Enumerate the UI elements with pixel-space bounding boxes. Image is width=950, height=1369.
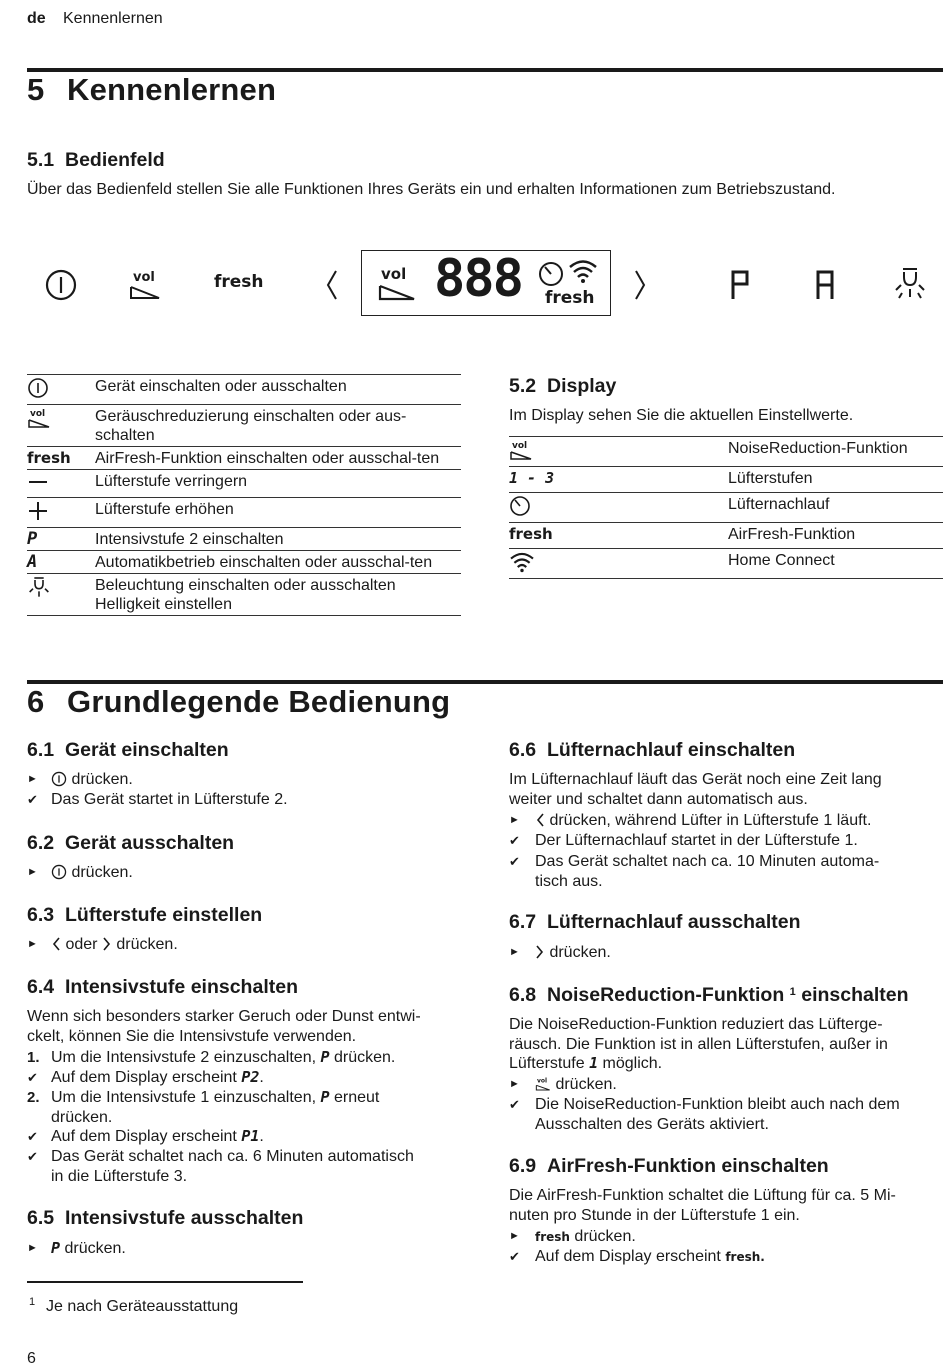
footnote-number: 1	[29, 1296, 36, 1308]
list-item: ► drücken, während Lüfter in Lüfterstufe 1 läuft.	[509, 812, 872, 829]
fresh-icon: fresh	[509, 525, 553, 543]
table-row	[27, 375, 461, 405]
footnote-rule	[27, 1281, 303, 1283]
chevron-right-icon	[102, 936, 112, 952]
section-6-5-heading: 6.5 Intensivstufe ausschalten	[27, 1207, 304, 1229]
light-icon	[27, 576, 51, 600]
vol-icon	[509, 439, 533, 461]
footnote-text: Je nach Geräteausstattung	[46, 1298, 239, 1315]
chevron-left-icon	[324, 268, 340, 302]
table-row	[509, 437, 943, 467]
section-5-2-text: Im Display sehen Sie die aktuellen Einstellwerte.	[509, 407, 854, 424]
chevron-left-icon	[535, 812, 545, 828]
list-item: ✔ Auf dem Display erscheint P2.	[27, 1068, 264, 1086]
table-cell: Intensivstufe 2 einschalten	[95, 528, 461, 551]
power-icon	[51, 864, 67, 880]
list-item: ► oder drücken.	[27, 936, 178, 953]
table-row	[509, 467, 943, 493]
table-row	[27, 498, 461, 528]
vol-icon	[27, 407, 51, 429]
svg-text:vol: vol	[381, 265, 407, 283]
table-cell: Gerät einschalten oder ausschalten	[95, 375, 461, 405]
table-cell: Lüfternachlauf	[728, 493, 943, 523]
table-row	[509, 493, 943, 523]
table-row	[509, 549, 943, 579]
display-digits: 888	[434, 249, 522, 309]
table-cell: Geräuschreduzierung einschalten oder aus-schalten	[95, 405, 461, 447]
p-icon: P	[27, 529, 38, 549]
section-6-4-heading: 6.4 Intensivstufe einschalten	[27, 976, 298, 998]
list-item: ► P drücken.	[27, 1239, 126, 1257]
section-6-6-heading: 6.6 Lüfternachlauf einschalten	[509, 739, 796, 761]
page-number: 6	[27, 1350, 36, 1367]
table-row	[27, 528, 461, 551]
running-header: Kennenlernen	[63, 10, 163, 27]
power-icon	[51, 771, 67, 787]
chevron-right-icon	[632, 268, 648, 302]
p-icon: P	[51, 1239, 61, 1257]
display-wifi-icon	[568, 258, 598, 284]
list-item: ✔ Auf dem Display erscheint fresh.	[509, 1248, 765, 1265]
fan-levels-icon: 1 - 3	[509, 469, 555, 487]
vol-icon	[128, 269, 162, 301]
language-tag: de	[27, 10, 46, 27]
chevron-left-icon	[51, 936, 61, 952]
section-5-2-heading: 5.2 Display	[509, 375, 617, 397]
list-item: ► drücken.	[509, 944, 611, 961]
p-icon: P	[320, 1088, 330, 1106]
a-icon: A	[27, 552, 38, 572]
plus-icon	[27, 500, 49, 522]
power-icon	[27, 377, 49, 399]
svg-text:vol: vol	[30, 409, 46, 419]
table-row	[27, 574, 461, 616]
table-cell: NoiseReduction-Funktion	[728, 437, 943, 467]
list-item: ► drücken.	[27, 771, 133, 788]
paragraph: Die NoiseReduction-Funktion reduziert das Lüfterge- räusch. Die Funktion ist in allen Lüfterstufen, außer in Lüfterstufe 1 möglich.	[509, 1016, 888, 1072]
table-row	[27, 470, 461, 498]
display-fresh-indicator: fresh	[545, 288, 595, 308]
fresh-icon: fresh	[27, 449, 71, 467]
list-item: ► drücken.	[27, 864, 133, 881]
table-row	[27, 405, 461, 447]
table-cell: AirFresh-Funktion	[728, 523, 943, 549]
list-item: 1. Um die Intensivstufe 2 einzuschalten, P drücken.	[27, 1048, 396, 1066]
table-cell: AirFresh-Funktion einschalten oder ausschal-ten	[95, 447, 461, 470]
table-cell: Lüfterstufe verringern	[95, 470, 461, 498]
section-5-1-text: Über das Bedienfeld stellen Sie alle Funktionen Ihres Geräts ein und erhalten Informationen zum Betriebszustand.	[27, 181, 836, 198]
timer-icon	[509, 495, 531, 517]
display-vol-icon	[377, 264, 417, 304]
section-6-9-heading: 6.9 AirFresh-Funktion einschalten	[509, 1155, 829, 1177]
list-item: ✔ Das Gerät startet in Lüfterstufe 2.	[27, 791, 288, 808]
section-6-1-heading: 6.1 Gerät einschalten	[27, 739, 229, 761]
paragraph: Wenn sich besonders starker Geruch oder Dunst entwi- ckelt, können Sie die Intensivstufe verwenden.	[27, 1008, 421, 1045]
section-6-7-heading: 6.7 Lüfternachlauf ausschalten	[509, 911, 801, 933]
list-item: ✔ Auf dem Display erscheint P1.	[27, 1127, 264, 1145]
list-item: 2. Um die Intensivstufe 1 einzuschalten, P erneut drücken.	[27, 1088, 380, 1126]
table-cell: Lüfterstufen	[728, 467, 943, 493]
wifi-icon	[509, 551, 535, 573]
table-row	[27, 551, 461, 574]
table-row	[509, 523, 943, 549]
list-item: ► vol drücken.	[509, 1076, 617, 1093]
fresh-icon: fresh	[535, 1230, 570, 1244]
svg-text:vol: vol	[133, 270, 155, 285]
section-5-1-heading: 5.1 Bedienfeld	[27, 149, 165, 171]
svg-text:vol: vol	[512, 441, 528, 451]
minus-icon	[27, 472, 49, 492]
a-icon	[813, 268, 837, 302]
panel-legend-table	[27, 374, 461, 616]
list-item: ✔ Der Lüfternachlauf startet in der Lüfterstufe 1.	[509, 832, 858, 849]
list-item: ✔ Das Gerät schaltet nach ca. 6 Minuten automatisch in die Lüfterstufe 3.	[27, 1148, 414, 1185]
section-5-heading: 5 Kennenlernen	[27, 72, 277, 107]
table-row	[27, 447, 461, 470]
section-6-heading: 6 Grundlegende Bedienung	[27, 684, 451, 719]
list-item: ✔ Das Gerät schaltet nach ca. 10 Minuten automa- tisch aus.	[509, 853, 880, 890]
paragraph: Im Lüfternachlauf läuft das Gerät noch eine Zeit lang weiter und schaltet dann automatisch aus.	[509, 771, 882, 808]
light-icon	[893, 266, 927, 302]
display-legend-table	[509, 436, 943, 579]
table-cell: Automatikbetrieb einschalten oder ausschal-ten	[95, 551, 461, 574]
section-6-2-heading: 6.2 Gerät ausschalten	[27, 832, 235, 854]
p-icon: P	[320, 1048, 330, 1066]
power-icon	[44, 268, 78, 302]
vol-icon	[535, 1076, 551, 1092]
p-icon	[728, 268, 752, 302]
fresh-button: fresh	[214, 272, 264, 292]
table-cell: Lüfterstufe erhöhen	[95, 498, 461, 528]
display-timer-icon	[537, 260, 565, 288]
chevron-right-icon	[535, 944, 545, 960]
table-cell: Home Connect	[728, 549, 943, 579]
table-cell: Beleuchtung einschalten oder ausschalten Helligkeit einstellen	[95, 574, 461, 616]
paragraph: Die AirFresh-Funktion schaltet die Lüftung für ca. 5 Mi- nuten pro Stunde in der Lüfterstufe 1 ein.	[509, 1187, 896, 1224]
svg-text:vol: vol	[537, 1077, 548, 1085]
section-6-3-heading: 6.3 Lüfterstufe einstellen	[27, 904, 263, 926]
section-6-8-heading: 6.8 NoiseReduction-Funktion $^1$ einschalten	[509, 984, 909, 1006]
fresh-icon: fresh.	[725, 1250, 765, 1264]
list-item: ► fresh drücken.	[509, 1228, 636, 1245]
list-item: ✔ Die NoiseReduction-Funktion bleibt auch nach dem Ausschalten des Geräts aktiviert.	[509, 1096, 900, 1133]
